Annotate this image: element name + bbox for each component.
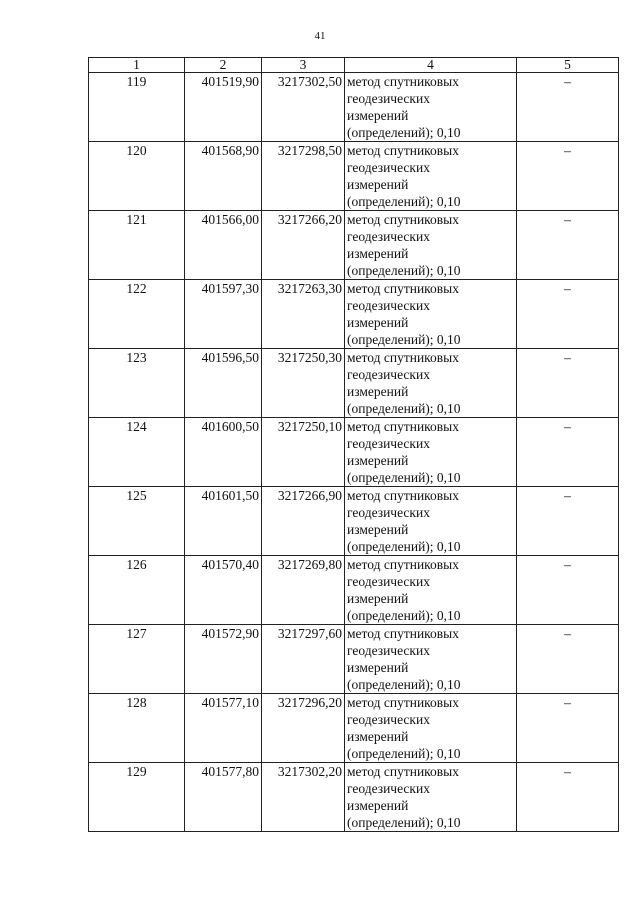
- method-text-line: метод спутниковых: [347, 350, 459, 365]
- method-text-line: геодезических: [347, 367, 430, 382]
- column-5-cell: –: [517, 211, 619, 280]
- point-number-cell: 119: [89, 73, 185, 142]
- y-coordinate-cell: 3217297,60: [262, 625, 345, 694]
- coordinates-table: [88, 57, 619, 832]
- method-text-line: измерений: [347, 729, 409, 744]
- point-number-cell: 124: [89, 418, 185, 487]
- method-text-line: измерений: [347, 384, 409, 399]
- method-text-line: (определений); 0,10: [347, 677, 461, 692]
- method-text-line: геодезических: [347, 298, 430, 313]
- table-row: [89, 556, 619, 625]
- x-coordinate-cell: 401577,10: [185, 694, 262, 763]
- method-text-line: (определений); 0,10: [347, 470, 461, 485]
- method-text-line: измерений: [347, 246, 409, 261]
- method-text-line: геодезических: [347, 160, 430, 175]
- table-row: [89, 763, 619, 832]
- point-number-cell: 126: [89, 556, 185, 625]
- method-text-line: (определений); 0,10: [347, 815, 461, 830]
- method-cell: [345, 142, 517, 211]
- header-row: [89, 58, 619, 73]
- method-text-line: измерений: [347, 798, 409, 813]
- column-5-cell: –: [517, 280, 619, 349]
- method-cell: [345, 280, 517, 349]
- table-row: [89, 694, 619, 763]
- y-coordinate-cell: 3217263,30: [262, 280, 345, 349]
- method-cell: [345, 418, 517, 487]
- point-number-cell: 123: [89, 349, 185, 418]
- method-text-line: метод спутниковых: [347, 212, 459, 227]
- table-row: [89, 418, 619, 487]
- method-cell: [345, 487, 517, 556]
- method-text-line: геодезических: [347, 643, 430, 658]
- method-text-line: геодезических: [347, 781, 430, 796]
- x-coordinate-cell: 401601,50: [185, 487, 262, 556]
- method-text-line: метод спутниковых: [347, 143, 459, 158]
- y-coordinate-cell: 3217266,90: [262, 487, 345, 556]
- method-text-line: геодезических: [347, 574, 430, 589]
- y-coordinate-cell: 3217298,50: [262, 142, 345, 211]
- point-number-cell: 120: [89, 142, 185, 211]
- table-row: [89, 280, 619, 349]
- x-coordinate-cell: 401566,00: [185, 211, 262, 280]
- method-text-line: метод спутниковых: [347, 488, 459, 503]
- x-coordinate-cell: 401570,40: [185, 556, 262, 625]
- column-5-cell: –: [517, 487, 619, 556]
- table-body: [89, 73, 619, 832]
- column-header-2: 2: [185, 58, 262, 73]
- method-text-line: измерений: [347, 522, 409, 537]
- method-cell: [345, 73, 517, 142]
- x-coordinate-cell: 401572,90: [185, 625, 262, 694]
- x-coordinate-cell: 401597,30: [185, 280, 262, 349]
- table-row: [89, 211, 619, 280]
- y-coordinate-cell: 3217266,20: [262, 211, 345, 280]
- point-number-cell: 127: [89, 625, 185, 694]
- point-number-cell: 121: [89, 211, 185, 280]
- method-text-line: измерений: [347, 660, 409, 675]
- x-coordinate-cell: 401568,90: [185, 142, 262, 211]
- point-number-cell: 125: [89, 487, 185, 556]
- table-row: [89, 349, 619, 418]
- column-5-cell: –: [517, 418, 619, 487]
- table-row: [89, 73, 619, 142]
- method-text-line: метод спутниковых: [347, 626, 459, 641]
- method-text-line: (определений); 0,10: [347, 263, 461, 278]
- method-text-line: метод спутниковых: [347, 74, 459, 89]
- method-text-line: измерений: [347, 177, 409, 192]
- method-cell: [345, 556, 517, 625]
- method-text-line: метод спутниковых: [347, 764, 459, 779]
- y-coordinate-cell: 3217250,10: [262, 418, 345, 487]
- x-coordinate-cell: 401596,50: [185, 349, 262, 418]
- column-5-cell: –: [517, 694, 619, 763]
- method-text-line: геодезических: [347, 712, 430, 727]
- page-number: 41: [314, 30, 326, 42]
- y-coordinate-cell: 3217250,30: [262, 349, 345, 418]
- column-5-cell: –: [517, 349, 619, 418]
- y-coordinate-cell: 3217269,80: [262, 556, 345, 625]
- method-text-line: геодезических: [347, 505, 430, 520]
- column-header-1: 1: [89, 58, 185, 73]
- method-cell: [345, 625, 517, 694]
- method-text-line: (определений); 0,10: [347, 332, 461, 347]
- method-text-line: (определений); 0,10: [347, 194, 461, 209]
- column-header-5: 5: [517, 58, 619, 73]
- table-row: [89, 487, 619, 556]
- method-cell: [345, 694, 517, 763]
- table-row: [89, 142, 619, 211]
- column-5-cell: –: [517, 142, 619, 211]
- method-text-line: геодезических: [347, 229, 430, 244]
- column-5-cell: –: [517, 556, 619, 625]
- y-coordinate-cell: 3217302,50: [262, 73, 345, 142]
- method-cell: [345, 763, 517, 832]
- column-header-4: 4: [345, 58, 517, 73]
- method-text-line: измерений: [347, 108, 409, 123]
- method-text-line: (определений); 0,10: [347, 125, 461, 140]
- column-5-cell: –: [517, 73, 619, 142]
- method-text-line: метод спутниковых: [347, 695, 459, 710]
- point-number-cell: 122: [89, 280, 185, 349]
- method-text-line: геодезических: [347, 91, 430, 106]
- method-text-line: (определений); 0,10: [347, 746, 461, 761]
- point-number-cell: 129: [89, 763, 185, 832]
- method-text-line: метод спутниковых: [347, 419, 459, 434]
- table-row: [89, 625, 619, 694]
- method-text-line: измерений: [347, 315, 409, 330]
- x-coordinate-cell: 401519,90: [185, 73, 262, 142]
- method-text-line: метод спутниковых: [347, 281, 459, 296]
- method-text-line: измерений: [347, 591, 409, 606]
- column-5-cell: –: [517, 763, 619, 832]
- y-coordinate-cell: 3217296,20: [262, 694, 345, 763]
- method-text-line: метод спутниковых: [347, 557, 459, 572]
- column-5-cell: –: [517, 625, 619, 694]
- x-coordinate-cell: 401600,50: [185, 418, 262, 487]
- x-coordinate-cell: 401577,80: [185, 763, 262, 832]
- column-header-3: 3: [262, 58, 345, 73]
- method-text-line: геодезических: [347, 436, 430, 451]
- method-text-line: (определений); 0,10: [347, 401, 461, 416]
- y-coordinate-cell: 3217302,20: [262, 763, 345, 832]
- method-cell: [345, 211, 517, 280]
- method-text-line: (определений); 0,10: [347, 608, 461, 623]
- method-text-line: (определений); 0,10: [347, 539, 461, 554]
- point-number-cell: 128: [89, 694, 185, 763]
- method-text-line: измерений: [347, 453, 409, 468]
- method-cell: [345, 349, 517, 418]
